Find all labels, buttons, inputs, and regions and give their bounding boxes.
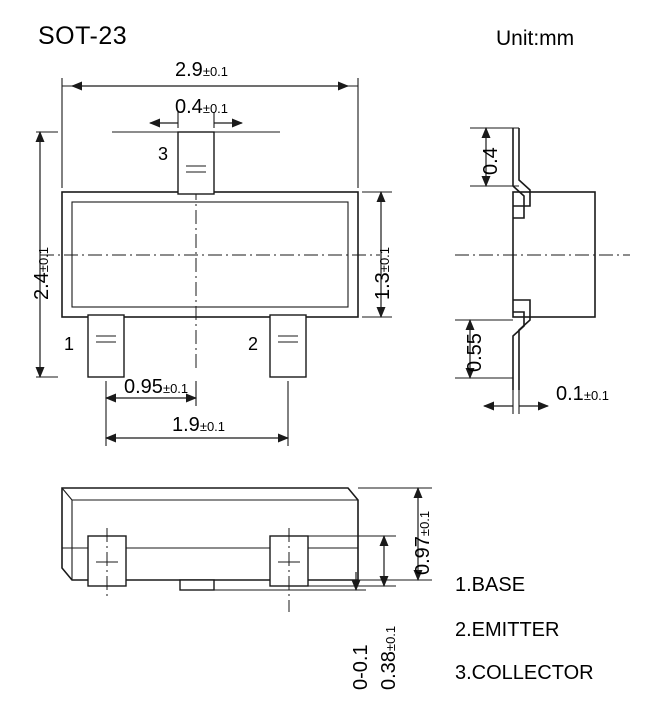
dim-body-height: [373, 247, 393, 300]
dim-total-height-value: 2.4: [31, 272, 53, 300]
dim-lead-thickness-value: 0.1: [556, 383, 584, 405]
unit-label: Unit:mm: [496, 27, 575, 50]
pin-number-3: 3: [158, 144, 169, 164]
dim-lead-length-tol: ±0.1: [383, 625, 398, 652]
package-title: SOT-23: [38, 22, 128, 50]
dim-pin-width-value: 0.4: [175, 96, 203, 118]
dim-pin-width-tol: ±0.1: [202, 101, 229, 116]
dim-total-height-tol: ±0.1: [36, 246, 51, 273]
dim-top-width-tol: ±0.1: [202, 64, 229, 79]
dim-pin-width: [175, 97, 228, 117]
dim-body-height-tol: ±0.1: [377, 246, 392, 273]
dim-side-standoff-value: 0.4: [480, 147, 502, 175]
dim-pin-span-tol: ±0.1: [199, 419, 226, 434]
dim-pin-span: [172, 415, 225, 435]
dim-body-height-value: 1.3: [372, 272, 394, 300]
legend-item-emitter: 2.EMITTER: [455, 619, 560, 641]
dim-side-standoff: [481, 147, 501, 175]
dim-front-height-tol: ±0.1: [417, 510, 432, 537]
dim-seating: [351, 644, 371, 690]
dim-pin-pitch-value: 0.95: [124, 376, 163, 398]
dim-lead-length-value: 0.38: [378, 651, 400, 690]
top-view-geometry: [36, 78, 392, 446]
dim-pin-span-value: 1.9: [172, 414, 200, 436]
dim-top-width: [175, 60, 228, 80]
dim-top-width-value: 2.9: [175, 59, 203, 81]
legend-item-base: 1.BASE: [455, 574, 526, 596]
pin-number-2: 2: [248, 334, 259, 354]
dim-pin-pitch-tol: ±0.1: [162, 381, 189, 396]
legend-item-collector: 3.COLLECTOR: [455, 662, 594, 684]
dim-lead-thickness-tol: ±0.1: [583, 388, 610, 403]
dim-side-body-value: 0.55: [464, 333, 486, 372]
dim-front-height-value: 0.97: [412, 536, 434, 575]
dim-side-body: [465, 333, 485, 372]
dim-front-height: [413, 511, 433, 575]
front-view-geometry: [62, 488, 432, 612]
pin-number-1: 1: [64, 334, 75, 354]
dim-total-height: [32, 247, 52, 300]
dim-pin-pitch: [124, 377, 188, 397]
dim-seating-value: 0-0.1: [350, 644, 372, 690]
dim-lead-thickness: [556, 384, 609, 404]
dim-lead-length: [379, 626, 399, 690]
